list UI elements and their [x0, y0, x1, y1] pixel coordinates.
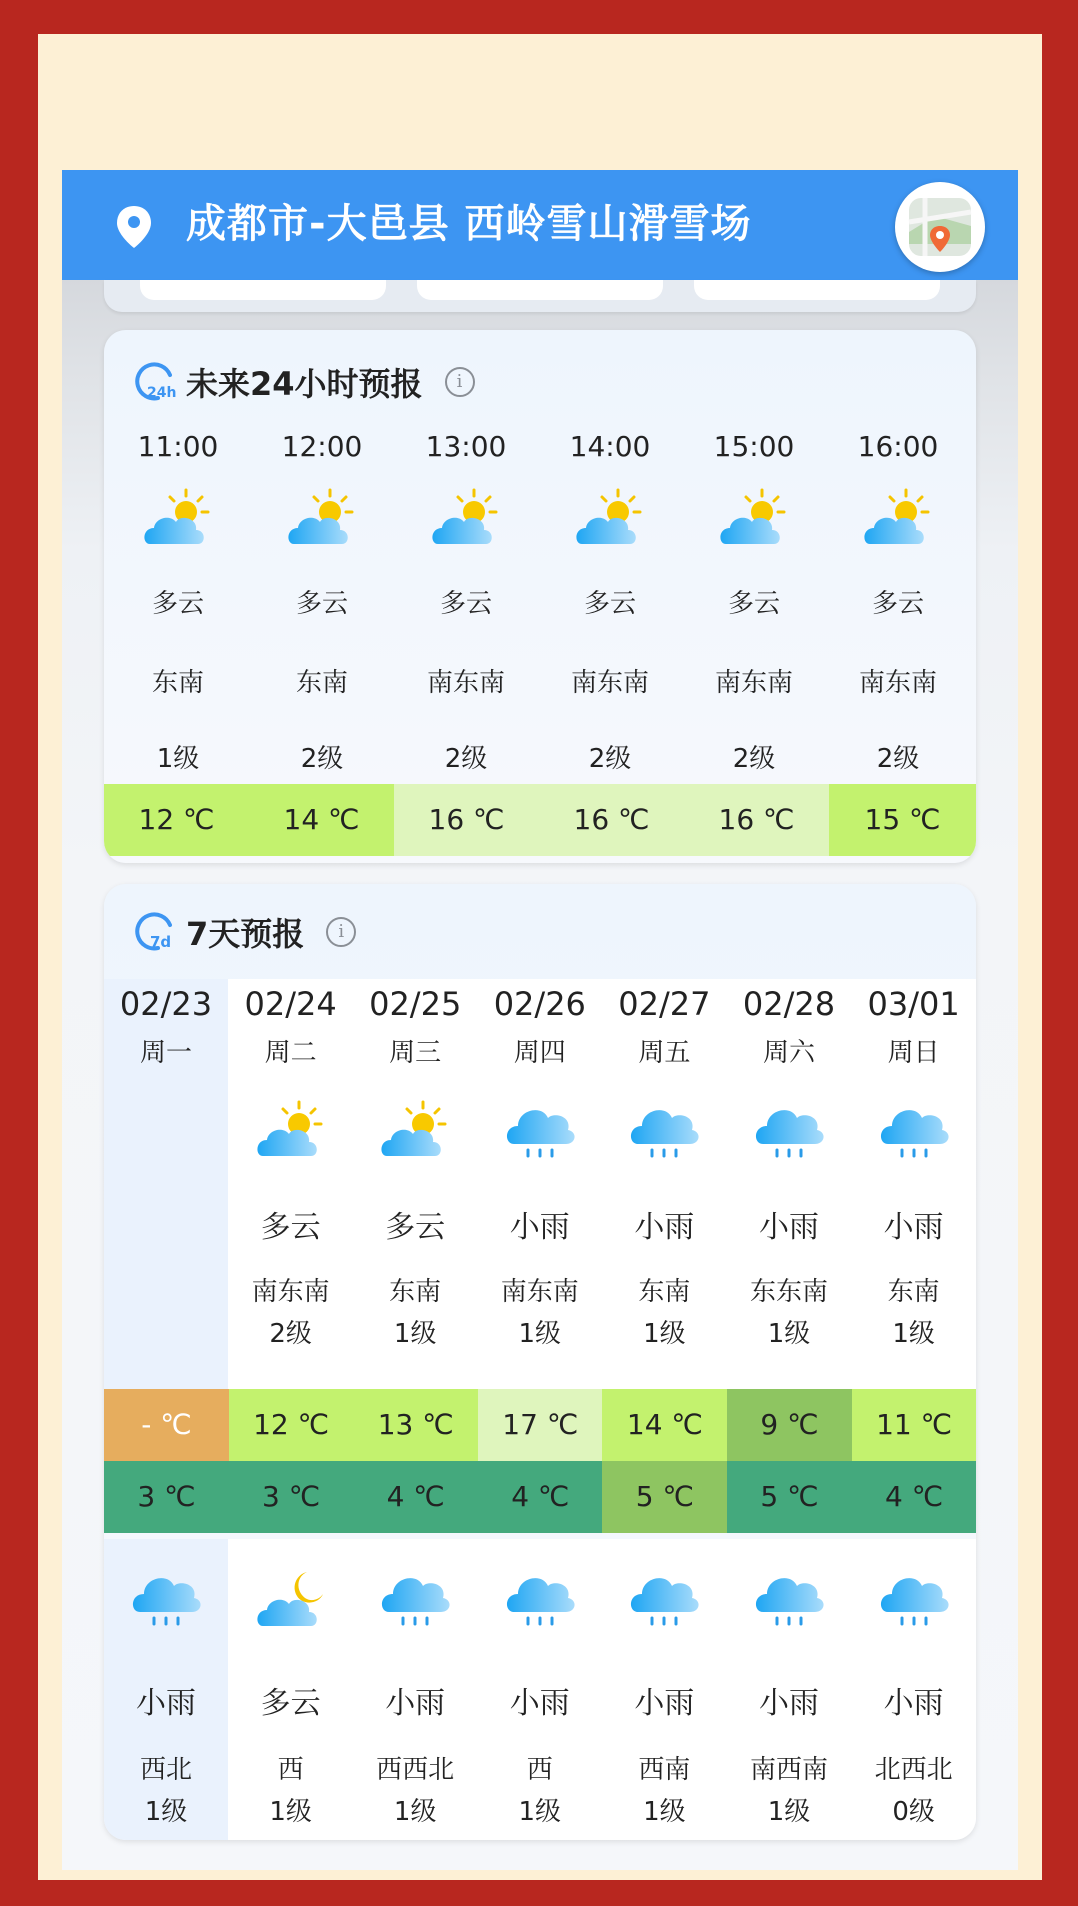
day-low-temperature: 4 ℃ — [353, 1461, 478, 1533]
partly-cloudy-icon — [682, 469, 826, 569]
hour-wind-level: 2级 — [732, 744, 776, 774]
day-weekday: 周三 — [389, 1038, 442, 1068]
night-weather: 小雨 — [385, 1686, 446, 1721]
day-item[interactable] — [852, 979, 976, 1355]
hourly-item — [682, 425, 826, 797]
day-wind-level: 1级 — [892, 1319, 935, 1349]
hourly-forecast-title: 未来24小时预报 — [186, 365, 423, 403]
night-wind-direction: 西南 — [638, 1755, 691, 1785]
day-date: 02/25 — [369, 985, 462, 1023]
day-wind-direction: 东南 — [887, 1277, 940, 1307]
day-weekday: 周四 — [513, 1038, 566, 1068]
night-wind-level: 1级 — [144, 1797, 188, 1827]
weekly-forecast-title: 7天预报 — [186, 915, 305, 953]
weather-app-screen — [62, 170, 1018, 1870]
map-icon — [895, 182, 985, 272]
night-item — [478, 1539, 602, 1833]
night-item — [104, 1539, 228, 1833]
previous-card-edge — [104, 280, 976, 312]
day-high-temperature: 12 ℃ — [229, 1389, 354, 1461]
hour-wind-level: 2级 — [876, 744, 920, 774]
hour-wind-direction: 南东南 — [426, 668, 505, 698]
hour-temperature: 12 ℃ — [104, 784, 249, 856]
light-rain-icon — [104, 1539, 228, 1659]
hour-time: 13:00 — [425, 430, 507, 463]
night-weather: 小雨 — [509, 1686, 570, 1721]
location-pin-icon — [114, 204, 154, 250]
empty-icon — [104, 1077, 228, 1185]
day-weekday: 周六 — [762, 1038, 815, 1068]
hour-weather: 多云 — [727, 589, 780, 619]
day-wind-direction — [104, 1271, 228, 1313]
night-wind-level: 1级 — [269, 1797, 312, 1827]
hour-temperature: 16 ℃ — [394, 784, 539, 856]
day-wind-level — [104, 1313, 228, 1355]
hourly-item — [538, 425, 682, 797]
hour-wind-level: 2级 — [588, 744, 632, 774]
day-weather: 小雨 — [634, 1210, 695, 1245]
day-weather — [104, 1185, 228, 1271]
day-low-temperature: 3 ℃ — [104, 1461, 229, 1533]
daily-high-row — [104, 1389, 976, 1461]
day-wind-level: 1级 — [767, 1319, 811, 1349]
day-wind-direction: 东东南 — [749, 1277, 828, 1307]
info-icon[interactable]: i — [445, 367, 475, 397]
hour-wind-direction: 南东南 — [714, 668, 793, 698]
day-weekday: 周日 — [887, 1038, 940, 1068]
light-rain-icon — [602, 1077, 726, 1185]
daily-low-row — [104, 1461, 976, 1533]
night-weather: 小雨 — [634, 1686, 695, 1721]
day-wind-direction: 东南 — [638, 1277, 691, 1307]
partly-cloudy-icon — [826, 469, 970, 569]
hourly-item — [826, 425, 970, 797]
day-date: 03/01 — [867, 985, 960, 1023]
location-title[interactable]: 成都市-大邑县 西岭雪山滑雪场 — [186, 201, 752, 247]
day-date: 02/24 — [244, 985, 337, 1023]
day-high-temperature: 13 ℃ — [353, 1389, 478, 1461]
hourly-temperature-row — [104, 784, 976, 856]
hour-time: 15:00 — [713, 430, 795, 463]
night-weather: 小雨 — [136, 1686, 196, 1721]
day-weather: 多云 — [260, 1210, 321, 1245]
day-date: 02/26 — [493, 985, 586, 1023]
day-high-temperature: 17 ℃ — [478, 1389, 603, 1461]
day-low-temperature: 5 ℃ — [727, 1461, 852, 1533]
day-high-temperature: - ℃ — [104, 1389, 229, 1461]
hour-temperature: 16 ℃ — [684, 784, 829, 856]
night-wind-direction: 西北 — [139, 1755, 192, 1785]
partly-cloudy-icon — [394, 469, 538, 569]
day-wind-level: 2级 — [269, 1319, 312, 1349]
day-weekday: 周一 — [139, 1038, 192, 1068]
light-rain-icon — [727, 1539, 851, 1659]
light-rain-icon — [852, 1077, 976, 1185]
day-item[interactable] — [478, 979, 602, 1355]
day-date: 02/27 — [618, 985, 711, 1023]
night-wind-level: 1级 — [393, 1797, 437, 1827]
svg-text:24h: 24h — [147, 385, 176, 401]
day-weekday: 周二 — [264, 1038, 317, 1068]
partly-cloudy-icon — [106, 469, 250, 569]
forecast-24h-icon — [134, 361, 176, 403]
night-wind-direction: 西西北 — [376, 1755, 455, 1785]
hour-temperature: 14 ℃ — [249, 784, 394, 856]
night-item — [353, 1539, 477, 1833]
night-weather: 多云 — [260, 1686, 321, 1721]
night-wind-level: 1级 — [767, 1797, 811, 1827]
day-low-temperature: 5 ℃ — [602, 1461, 727, 1533]
weekly-forecast-card — [104, 884, 976, 1840]
hourly-item — [394, 425, 538, 797]
day-date: 02/23 — [119, 985, 213, 1023]
partly-cloudy-icon — [353, 1077, 477, 1185]
day-low-temperature: 4 ℃ — [852, 1461, 976, 1533]
day-weather: 小雨 — [883, 1210, 944, 1245]
day-high-temperature: 11 ℃ — [852, 1389, 976, 1461]
hourly-item — [106, 425, 250, 797]
day-weather: 小雨 — [759, 1210, 819, 1245]
hour-time: 11:00 — [137, 430, 219, 463]
light-rain-icon — [602, 1539, 726, 1659]
night-wind-level: 1级 — [518, 1797, 562, 1827]
day-wind-level: 1级 — [518, 1319, 562, 1349]
cloudy-night-icon — [229, 1539, 353, 1659]
hour-wind-level: 2级 — [300, 744, 344, 774]
day-wind-direction: 东南 — [389, 1277, 442, 1307]
hourly-forecast-card — [104, 330, 976, 863]
light-rain-icon — [353, 1539, 477, 1659]
info-icon[interactable]: i — [326, 917, 356, 947]
hour-temperature: 16 ℃ — [539, 784, 684, 856]
day-item[interactable] — [727, 979, 851, 1355]
hour-weather: 多云 — [583, 589, 636, 619]
day-wind-direction: 南东南 — [500, 1277, 579, 1307]
hour-wind-level: 2级 — [444, 744, 488, 774]
hour-wind-direction: 南东南 — [858, 668, 937, 698]
day-high-temperature: 9 ℃ — [727, 1389, 852, 1461]
forecast-7d-icon — [134, 911, 176, 953]
hour-time: 12:00 — [281, 430, 363, 463]
night-wind-direction: 南西南 — [749, 1755, 828, 1785]
day-wind-level: 1级 — [643, 1319, 686, 1349]
day-wind-level: 1级 — [393, 1319, 437, 1349]
hour-weather: 多云 — [295, 589, 348, 619]
partly-cloudy-icon — [538, 469, 682, 569]
day-low-temperature: 3 ℃ — [229, 1461, 354, 1533]
hour-wind-direction: 南东南 — [570, 668, 649, 698]
partly-cloudy-icon — [229, 1077, 353, 1185]
light-rain-icon — [478, 1077, 602, 1185]
hour-weather: 多云 — [151, 589, 204, 619]
hour-time: 14:00 — [569, 430, 651, 463]
night-item — [229, 1539, 353, 1833]
partly-cloudy-icon — [250, 469, 394, 569]
night-wind-direction: 北西北 — [874, 1755, 953, 1785]
night-item — [852, 1539, 976, 1833]
night-item — [602, 1539, 726, 1833]
svg-text:7d: 7d — [150, 933, 172, 951]
night-weather: 小雨 — [759, 1686, 819, 1721]
hour-wind-direction: 东南 — [151, 668, 204, 698]
hourly-item — [250, 425, 394, 797]
hour-wind-direction: 东南 — [295, 668, 348, 698]
light-rain-icon — [852, 1539, 976, 1659]
hour-weather: 多云 — [871, 589, 924, 619]
night-item — [727, 1539, 851, 1833]
day-weather: 多云 — [385, 1210, 446, 1245]
night-wind-level: 0级 — [892, 1797, 935, 1827]
night-weather: 小雨 — [883, 1686, 944, 1721]
day-weekday: 周五 — [638, 1038, 691, 1068]
night-wind-direction: 西 — [526, 1755, 553, 1785]
day-high-temperature: 14 ℃ — [602, 1389, 727, 1461]
location-header — [62, 170, 1018, 280]
day-item[interactable] — [104, 979, 228, 1355]
day-item[interactable] — [229, 979, 353, 1355]
light-rain-icon — [478, 1539, 602, 1659]
day-wind-direction: 南东南 — [251, 1277, 330, 1307]
hour-temperature: 15 ℃ — [829, 784, 976, 856]
day-date: 02/28 — [742, 985, 836, 1023]
day-low-temperature: 4 ℃ — [478, 1461, 603, 1533]
night-wind-level: 1级 — [643, 1797, 686, 1827]
hour-weather: 多云 — [439, 589, 492, 619]
hour-wind-level: 1级 — [156, 744, 200, 774]
night-wind-direction: 西 — [277, 1755, 304, 1785]
day-weather: 小雨 — [509, 1210, 570, 1245]
day-item[interactable] — [353, 979, 477, 1355]
hour-time: 16:00 — [857, 430, 939, 463]
light-rain-icon — [727, 1077, 851, 1185]
day-item[interactable] — [602, 979, 726, 1355]
map-button[interactable] — [895, 182, 985, 272]
